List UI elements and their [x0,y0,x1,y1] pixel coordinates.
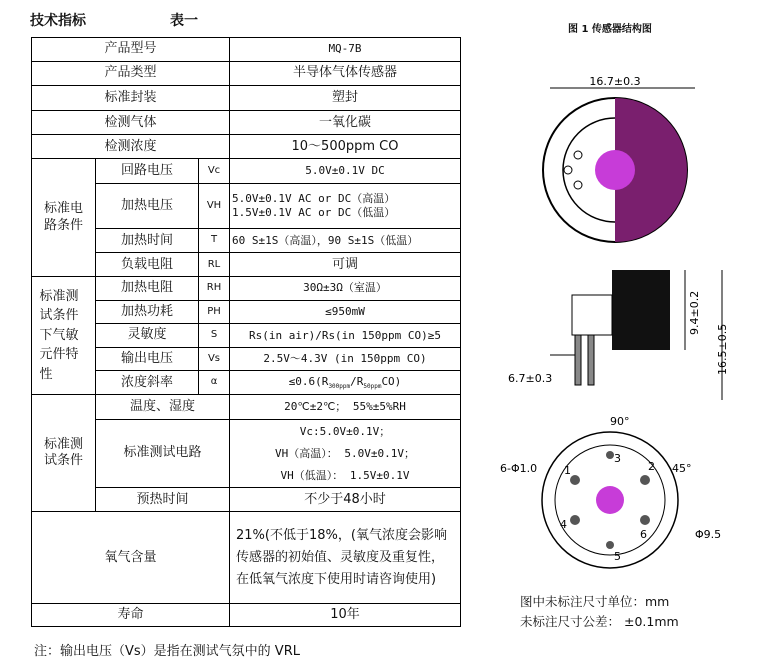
table-row [32,419,461,488]
pin-label-1: 1 [564,464,571,477]
preheat-value: 不少于48小时 [230,488,461,512]
table-label: 表一 [170,13,198,29]
load-value: 可调 [230,253,461,277]
heater-resistance-value: 30Ω±3Ω（室温） [230,277,461,301]
pin-label-6: 6 [640,528,647,541]
preheat-label: 预热时间 [96,488,230,512]
heat-voltage-value [230,183,461,228]
dim-height-inner: 9.4±0.2 [688,290,701,335]
type-value: 半导体气体传感器 [230,61,461,86]
slope-label: 浓度斜率 [96,371,199,395]
life-value: 10年 [230,604,461,627]
sensitivity-label: 灵敏度 [96,324,199,348]
table-row [32,488,461,512]
slope-value [230,371,461,395]
life-label: 寿命 [32,604,230,627]
oxygen-label: 氧气含量 [32,511,230,603]
env-value: 20℃±2℃； 55%±5%RH [230,395,461,420]
dim-circle: Φ9.5 [695,528,722,541]
table-row [32,38,461,62]
gas-label: 检测气体 [32,110,230,135]
test-group-text: 标准测试条件 [43,436,83,468]
sensor-top-view [543,75,695,242]
package-label: 标准封装 [32,86,230,111]
table-row [32,395,461,420]
loop-value: 5.0V±0.1V DC [230,159,461,184]
heat-time-value: 60 S±1S（高温），90 S±1S（低温） [230,228,461,253]
type-label: 产品类型 [32,61,230,86]
test-circuit-value [230,419,461,488]
oxygen-value: 21%(不低于18%，(氧气浓度会影响传感器的初始值、灵敏度及重复性，在低氧气浓度下使用时请咨询使用) [230,511,461,603]
heat-voltage-symbol: VH [199,183,230,228]
heater-resistance-symbol: RH [199,277,230,301]
env-label: 温度、湿度 [96,395,230,420]
slope-value-pre: ≤0.6(R [288,374,329,388]
package-value: 塑封 [230,86,461,111]
heater-power-value: ≤950mW [230,300,461,324]
load-label: 负载电阻 [96,253,199,277]
dim-angle-45: 45° [672,462,692,475]
model-value: MQ-7B [230,38,461,62]
test-circuit-vc: Vc:5.0V±0.1V； [299,424,391,438]
slope-sub-50ppm: 50ppm [363,383,382,391]
table-row [32,86,461,111]
heat-voltage-high: 5.0V±0.1V AC or DC（高温） [232,192,396,205]
circuit-group-text: 标准电路条件 [43,201,83,233]
loop-label: 回路电压 [96,159,199,184]
output-voltage-label: 输出电压 [96,347,199,371]
table-row [32,324,461,348]
table-row [32,371,461,395]
load-symbol: RL [199,253,230,277]
tolerance-note: 未标注尺寸公差： ±0.1mm [520,614,679,629]
footnote: 注：输出电压（Vs）是指在测试气氛中的 VRL [34,644,300,659]
slope-value-mid: /R [350,374,364,388]
pin-label-2: 2 [648,460,655,473]
loop-symbol: Vc [199,159,230,184]
table-row [32,511,461,603]
slope-sub-300ppm: 300ppm [328,383,351,391]
sensor-side-view [508,270,729,400]
sensitivity-symbol: S [199,324,230,348]
table-row [32,347,461,371]
slope-value-post: CO) [381,374,402,388]
dim-height-total: 16.5±0.5 [716,323,729,375]
heat-time-symbol: T [199,228,230,253]
element-group-text: 标准测试条件下气敏元件特性 [39,288,79,382]
conc-label: 检测浓度 [32,135,230,159]
table-row [32,300,461,324]
dim-angle-90: 90° [610,415,630,428]
gas-value: 一氧化碳 [230,110,461,135]
conc-value: 10～500ppm CO [230,135,461,159]
output-voltage-value: 2.5V～4.3V (in 150ppm CO) [230,347,461,371]
heat-voltage-low: 1.5V±0.1V AC or DC（低温） [232,205,396,219]
element-group-label [32,277,96,395]
dim-hole: 6-Φ1.0 [500,462,538,475]
tech-spec-label: 技术指标 [30,13,86,29]
heater-resistance-label: 加热电阻 [96,277,199,301]
unit-note: 图中未标注尺寸单位：mm [520,594,670,609]
test-circuit-vh-low: VH（低温）： 1.5V±0.1V [280,468,410,482]
table-row [32,604,461,627]
heater-power-label: 加热功耗 [96,300,199,324]
pin-label-4: 4 [560,518,567,531]
test-circuit-label: 标准测试电路 [96,419,230,488]
table-row [32,228,461,253]
table-row [32,277,461,301]
test-group-label [32,395,96,512]
dim-top: 16.7±0.3 [589,75,641,88]
table-row [32,110,461,135]
slope-symbol: α [199,371,230,395]
sensor-bottom-view [500,415,721,568]
pin-label-5: 5 [614,550,621,563]
table-row [32,159,461,184]
table-row [32,253,461,277]
dim-pin: 6.7±0.3 [508,372,553,385]
sensitivity-value: Rs(in air)/Rs(in 150ppm CO)≥5 [230,324,461,348]
circuit-group-label [32,159,96,277]
model-label: 产品型号 [32,38,230,62]
heat-time-label: 加热时间 [96,228,199,253]
spec-table [31,37,461,627]
heat-voltage-label: 加热电压 [96,183,199,228]
sensor-structure-diagram [490,60,740,580]
figure-caption: 图 1 传感器结构图 [568,24,652,35]
heater-power-symbol: PH [199,300,230,324]
output-voltage-symbol: Vs [199,347,230,371]
table-row [32,61,461,86]
table-row [32,135,461,159]
table-row [32,183,461,228]
test-circuit-vh-high: VH（高温）： 5.0V±0.1V； [275,446,415,460]
pin-label-3: 3 [614,452,621,465]
